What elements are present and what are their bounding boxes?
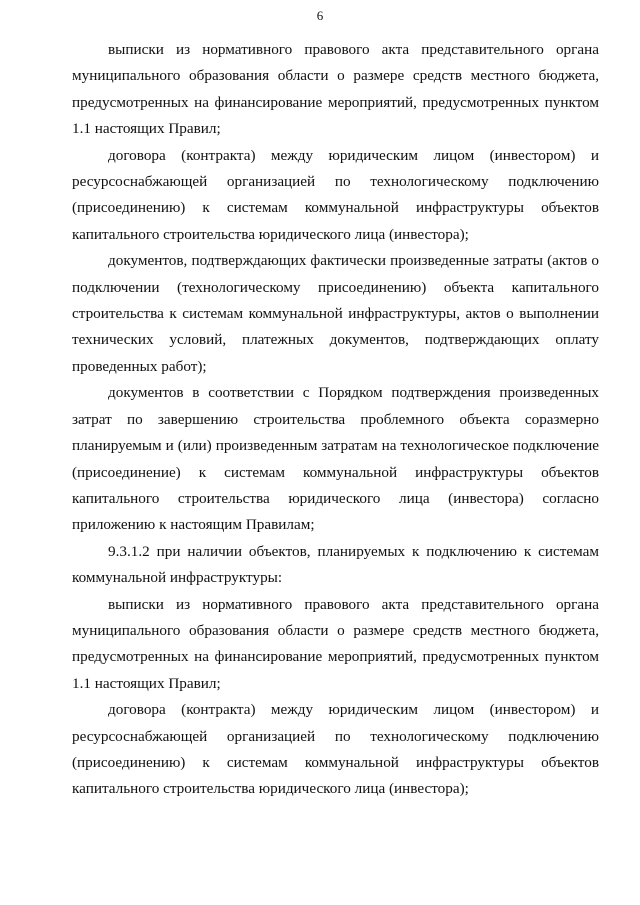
paragraph-1: выписки из нормативного правового акта представительного органа муниципального образования области о размере средств местного бюджета, предусмотренных на финансирование мероприятий, предусмотренных пунктом 1.1 настоящих Правил;	[72, 41, 599, 138]
page-number: 6	[316, 8, 324, 23]
paragraph-3: документов, подтверждающих фактически произведенные затраты (актов о подключении (технологическому присоединению) объекта капитального строительства к системам коммунальной инфраструктуры, актов о выполнении технических условий, платежных документов, подтверждающих оплату проведенных работ);	[72, 252, 599, 375]
paragraph-5: 9.3.1.2 при наличии объектов, планируемых к подключению к системам коммунальной инфраструктуры:	[72, 542, 599, 587]
paragraph-4: документов в соответствии с Порядком подтверждения произведенных затрат по завершению строительства проблемного объекта соразмерно планируемым и (или) произведенным затратам на технологическое подключение (присоединение) к системам коммунальной инфраструктуры объектов капитального строительства юридического лица (инвестора) согласно приложению к настоящим Правилам;	[72, 384, 599, 534]
paragraph-6: выписки из нормативного правового акта представительного органа муниципального образования области о размере средств местного бюджета, предусмотренных на финансирование мероприятий, предусмотренных пунктом 1.1 настоящих Правил;	[72, 595, 599, 692]
document-body	[72, 37, 599, 803]
paragraph-7: договора (контракта) между юридическим лицом (инвестором) и ресурсоснабжающей организацией по технологическому подключению (присоединению) к системам коммунальной инфраструктуры объектов капитального строительства юридического лица (инвестора);	[72, 701, 599, 798]
paragraph-2: договора (контракта) между юридическим лицом (инвестором) и ресурсоснабжающей организацией по технологическому подключению (присоединению) к системам коммунальной инфраструктуры объектов капитального строительства юридического лица (инвестора);	[72, 146, 599, 243]
